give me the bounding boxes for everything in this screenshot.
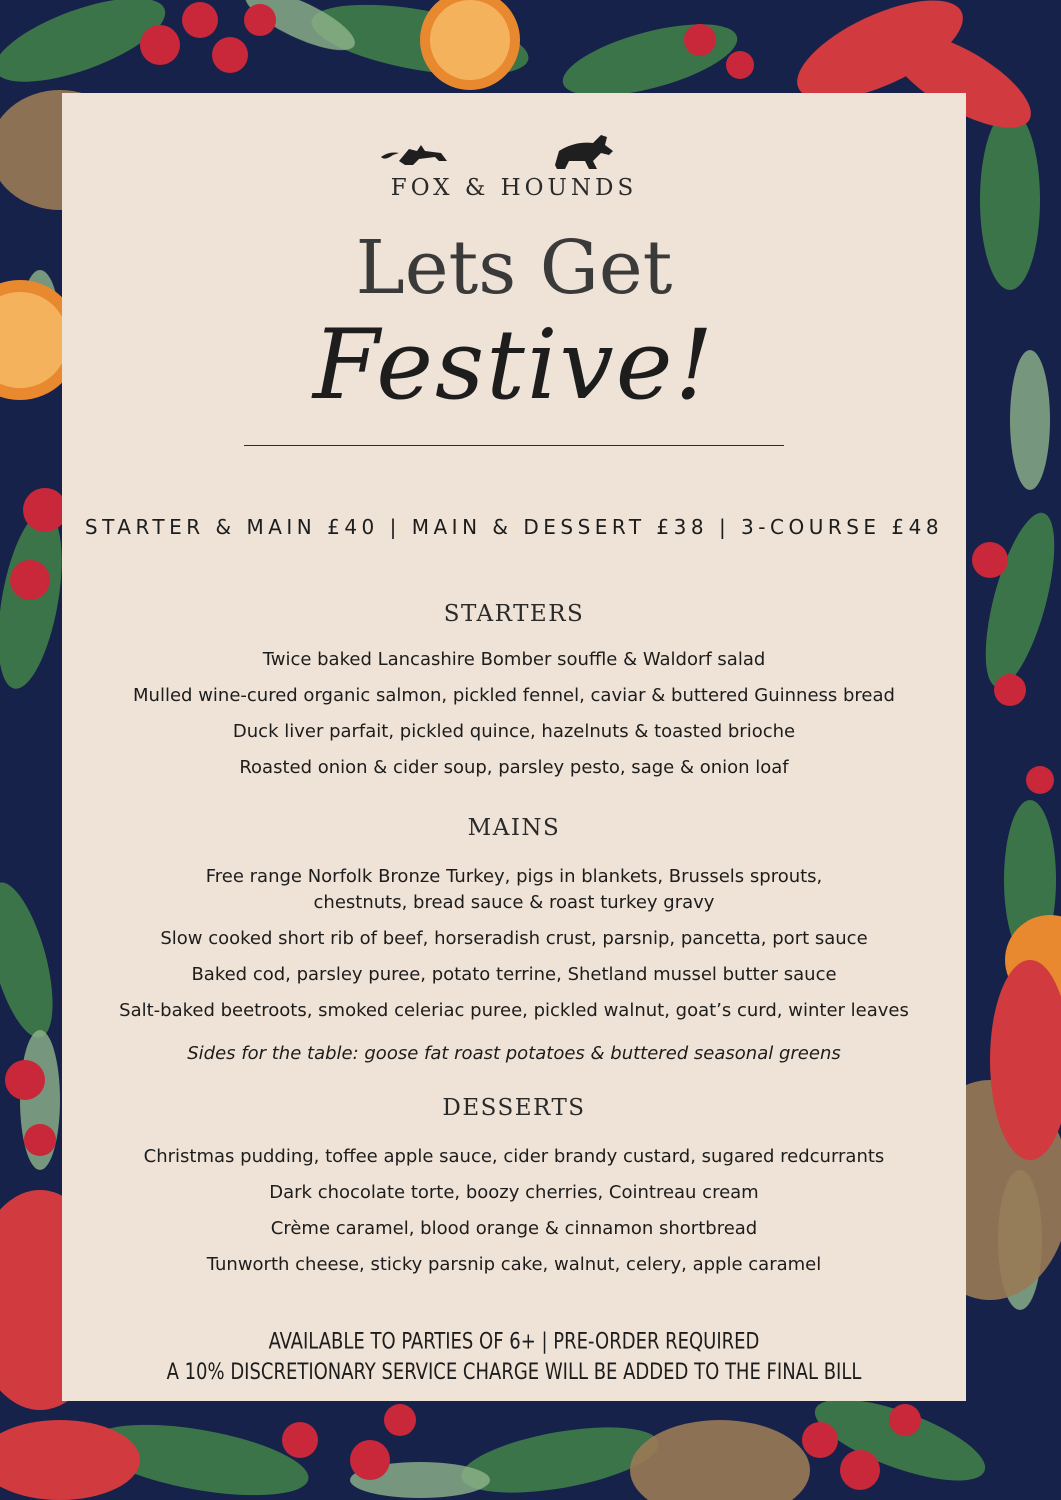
starter-item: Mulled wine-cured organic salmon, pickled fennel, caviar & buttered Guinness bread xyxy=(133,685,895,706)
footer-line-2: A 10% DISCRETIONARY SERVICE CHARGE WILL BE ADDED TO THE FINAL BILL xyxy=(166,1358,862,1385)
mains-list xyxy=(62,864,966,1034)
starter-item: Roasted onion & cider soup, parsley pesto, sage & onion loaf xyxy=(239,757,789,778)
divider xyxy=(244,445,784,446)
starter-item: Twice baked Lancashire Bomber souffle & Waldorf salad xyxy=(262,649,766,670)
headline-line-2: Festive! xyxy=(312,309,716,421)
pricing-line: STARTER & MAIN £40 | MAIN & DESSERT £38 | 3-COURSE £48 xyxy=(84,515,944,539)
starter-item: Duck liver parfait, pickled quince, hazelnuts & toasted brioche xyxy=(232,721,796,742)
main-item: chestnuts, bread sauce & roast turkey gravy xyxy=(313,892,715,913)
starters-list xyxy=(62,647,966,791)
dessert-item: Christmas pudding, toffee apple sauce, cider brandy custard, sugared redcurrants xyxy=(143,1146,885,1167)
main-item: Free range Norfolk Bronze Turkey, pigs in blankets, Brussels sprouts, xyxy=(205,866,823,887)
main-item: Slow cooked short rib of beef, horseradish crust, parsnip, pancetta, port sauce xyxy=(160,928,868,949)
dessert-item: Crème caramel, blood orange & cinnamon shortbread xyxy=(270,1218,758,1239)
main-item: Salt-baked beetroots, smoked celeriac puree, pickled walnut, goat’s curd, winter leaves xyxy=(119,1000,909,1021)
menu-card xyxy=(62,93,966,1401)
mains-heading: MAINS xyxy=(467,815,561,841)
fox-and-hound-icon xyxy=(379,131,649,175)
desserts-list xyxy=(62,1144,966,1288)
brand-logo xyxy=(62,131,966,201)
footer-line-1: AVAILABLE TO PARTIES OF 6+ | PRE-ORDER REQUIRED xyxy=(268,1327,760,1354)
brand-name: FOX & HOUNDS xyxy=(390,175,638,201)
dessert-item: Dark chocolate torte, boozy cherries, Cointreau cream xyxy=(269,1182,759,1203)
footer-notice xyxy=(62,1325,966,1387)
headline-line-1: Lets Get xyxy=(355,225,673,311)
main-item: Baked cod, parsley puree, potato terrine, Shetland mussel butter sauce xyxy=(191,964,837,985)
dessert-item: Tunworth cheese, sticky parsnip cake, walnut, celery, apple caramel xyxy=(206,1254,822,1275)
desserts-heading: DESSERTS xyxy=(442,1095,586,1121)
starters-heading: STARTERS xyxy=(443,601,585,627)
sides-note: Sides for the table: goose fat roast potatoes & buttered seasonal greens xyxy=(187,1043,841,1064)
